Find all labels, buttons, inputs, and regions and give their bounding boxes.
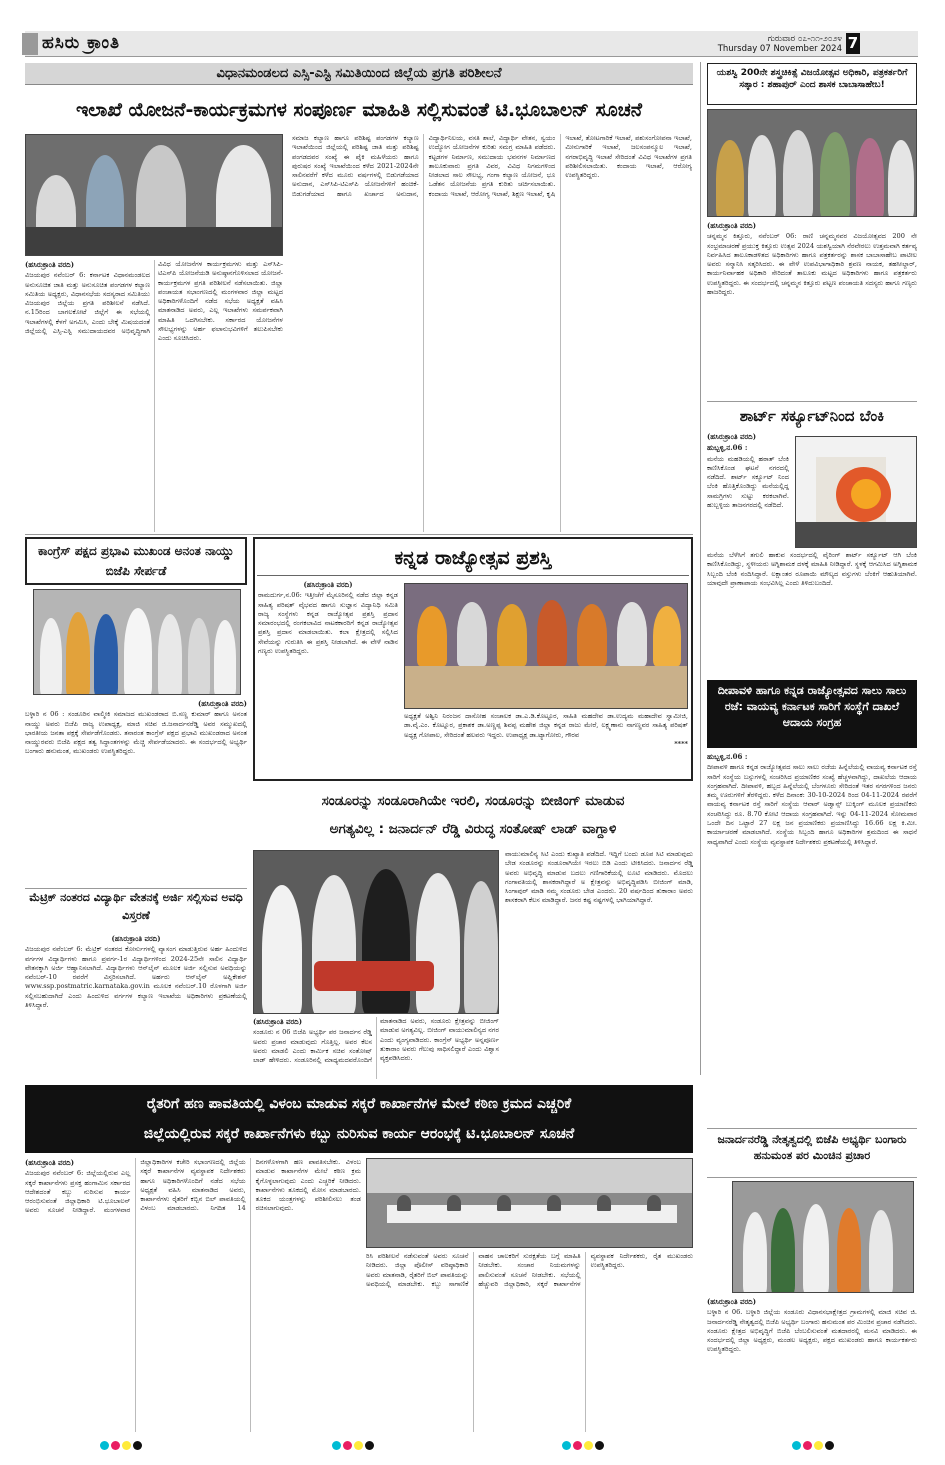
registration-marks-1 — [100, 1441, 142, 1450]
award-text-b: ಅಧ್ಯಕ್ಷತೆ ಅಶ್ವಿನಿ ನಿರಂಜನ ದಾಸೋಹ ಸಂಚಾಲಕ ಡಾ.ಎ.ಡಿ.ಕೊಟ್ಟೂರ, ಸಾಹಿತಿ ಮಹದೇವ ಡಾ.ಉದ್ಯಮ ಮಹಾದೇವ ಸ್ವಾಮೀಜಿ, ಡಾ.ವೈ.ಎಂ. ಕೊಟ್ನೂರ, ಪ್ರಕಾಶಕ ಡಾ.ಅಣ್ಣಪ್ಪ ಶಿವಪ್ಪ ಮಹೇಶ ಜಿಲ್ಲಾ ಕನ್ನಡ ರಾಜು ಮೇರೆ, ಲಕ್ಷ್ಮಣಾನು ನಾಗಣ್ಣವರ ಸಾಹಿತ್ಯ ಪರಿಷತ್ ಅಧ್ಯಕ್ಷ ಗೋಪಾಲ, ಸೇರಿದಂತೆ ಹಲವರು ಇದ್ದರು. ಉಪಾಧ್ಯಕ್ಷ ಡಾ.ಟ್ಯಾಗೋರು, ಗೌರವ — [404, 712, 688, 739]
column-divider — [700, 62, 701, 1075]
sugar-headline-line1: ರೈತರಿಗೆ ಹಣ ಪಾವತಿಯಲ್ಲಿ ವಿಳಂಬ ಮಾಡುವ ಸಕ್ಕರೆ ಕಾರ್ಖಾನೆಗಳ ಮೇಲೆ ಕಠಿಣ ಕ್ರಮದ ಎಚ್ಚರಿಕೆ — [146, 1096, 572, 1112]
scholarship-text: ವಿಜಯಪುರ ನವೆಂಬರ್ 6: ಮೆಟ್ರಿಕ್ ನಂತರದ ಕೋರ್ಸುಗಳಲ್ಲಿ ವ್ಯಾಸಂಗ ಮಾಡುತ್ತಿರುವ ಅರ್ಹ ಹಿಂದುಳಿದ ವರ್ಗಗಳ ವಿದ್ಯಾರ್ಥಿಗಳು ಹಾಗೂ ಪ್ರವರ್ಗ-1ರ ವಿದ್ಯಾರ್ಥಿಗಳಿಂದ 2024-25ನೇ ಸಾಲಿನ ವಿದ್ಯಾರ್ಥಿ ವೇತನಕ್ಕಾಗಿ ಅರ್ಜಿ ಆಹ್ವಾನಿಸಲಾಗಿದೆ. ವಿದ್ಯಾರ್ಥಿಗಳು ಆನ್‌ಲೈನ್ ಮೂಲಕ ಅರ್ಜಿ ಸಲ್ಲಿಸುವ ಅವಧಿಯನ್ನು ನವೆಂಬರ್-10 ರವರೆಗೆ ವಿಸ್ತರಿಸಲಾಗಿದೆ. ಅರ್ಹರು ಆನ್‌ಲೈನ್ ಅಪ್ಲಿಕೇಶನ್ www.ssp.postmatric.karnataka.gov.in ಮೂಲಕ ನವೆಂಬರ್.10 ರೊಳಗಾಗಿ ಅರ್ಜಿ ಸಲ್ಲಿಸಬಹುದಾಗಿದೆ ಎಂದು ಹಿಂದುಳಿದ ವರ್ಗಗಳ ಕಲ್ಯಾಣ ಇಲಾಖೆಯ ಅಧಿಕಾರಿಗಳು ಪ್ರಕಟಣೆಯಲ್ಲಿ ತಿಳಿಸಿದ್ದಾರೆ. — [25, 945, 247, 1010]
congress-text: ಬಳ್ಳಾರಿ ನ 06 : ಸಂಡೂರಿನ ವಾಲ್ಮೀಕಿ ಸಮಾಜದ ಮುಖಂಡರಾದ ಬಿ.ಸಣ್ಣ ಕುಮಾರ್ ಹಾಗೂ ಅನಂತ ನಾಯ್ಡು ಅವರು ಬಿಜೆಪಿ ರಾಜ್ಯ ಉಪಾಧ್ಯಕ್ಷ, ಮಾಜಿ ಸಚಿವ ಜಿ.ಜನಾರ್ದನರೆಡ್ಡಿ ಅವರ ಸಮ್ಮುಖದಲ್ಲಿ ಭಾರತೀಯ ಜನತಾ ಪಕ್ಷಕ್ಕೆ ಸೇರ್ಪಡೆಗೊಂಡರು. ತನಾರಂತ ಕಾಂಗ್ರೆಸ್ ಪಕ್ಷದ ಪ್ರಭಾವಿ ಮುಖಂಡರಾದ ಅನಂತ ನಾಯ್ಡುರವರು ಬಿಜೆಪಿ ಪಕ್ಷದ ತತ್ವ ಸಿದ್ಧಾಂತಗಳನ್ನು ಮೆಚ್ಚಿ ಸೇರ್ಪಡೆಯಾದರು. ಈ ಸಂದರ್ಭದಲ್ಲಿ ಅಭ್ಯರ್ಥಿ ಬಂಗಾರು ಹನುಮಂತ, ಮುಖಂಡರು ಉಪಸ್ಥಿತರಿದ್ದರು. — [25, 710, 247, 756]
sugar-text-a: ವಿಜಯಪುರ ನವೆಂಬರ್ 6: ಜಿಲ್ಲೆಯಲ್ಲಿರುವ ಎಲ್ಲ ಸಕ್ಕರೆ ಕಾರ್ಖಾನೆಗಳು ಪ್ರಸಕ್ತ ಹಂಗಾಮಿನ ಸರ್ಕಾರದ ಆದೇಶದಂತೆ ಕಬ್ಬು ನುರಿಸುವ ಕಾರ್ಯ ಆರಂಭಿಸುವಂತೆ ಜಿಲ್ಲಾಧಿಕಾರಿ ಟಿ.ಭೂಬಾಲನ್ ಅವರು ಸೂಚನೆ ನೀಡಿದ್ದಾರೆ. ಮಂಗಳವಾರ ಜಿಲ್ಲಾಧಿಕಾರಿಗಳ ಕಚೇರಿ ಸಭಾಂಗಣದಲ್ಲಿ ಜಿಲ್ಲೆಯ ಸಕ್ಕರೆ ಕಾರ್ಖಾನೆಗಳ ವ್ಯವಸ್ಥಾಪಕ ನಿರ್ದೇಶಕರು ಹಾಗೂ ಅಧಿಕಾರಿಗಳೊಂದಿಗೆ ನಡೆದ ಸಭೆಯ ಅಧ್ಯಕ್ಷತೆ ವಹಿಸಿ ಮಾತನಾಡಿದ ಅವರು, ಕಾರ್ಖಾನೆಗಳು ರೈತರಿಗೆ ಕಬ್ಬಿನ ಬಿಲ್ ಪಾವತಿಯಲ್ಲಿ ವಿಳಂಬ ಮಾಡಬಾರದು. ನಿಗದಿತ 14 ದಿನಗಳೊಳಗಾಗಿ ಹಣ ಪಾವತಿಸಬೇಕು. ವಿಳಂಬ ಮಾಡುವ ಕಾರ್ಖಾನೆಗಳ ಮೇಲೆ ಕಠಿಣ ಕ್ರಮ ಕೈಗೊಳ್ಳಲಾಗುವುದು ಎಂದು ಎಚ್ಚರಿಕೆ ನೀಡಿದರು. ಕಾರ್ಖಾನೆಗಳು ತೂಕದಲ್ಲಿ ಮೋಸ ಮಾಡಬಾರದು. ತೂಕದ ಯಂತ್ರಗಳನ್ನು ಪರಿಶೀಲಿಸಲು ತಂಡ ರಚಿಸಲಾಗುವುದು. — [25, 1158, 361, 1215]
story1-headline: ಇಲಾಖೆ ಯೋಜನೆ-ಕಾರ್ಯಕ್ರಮಗಳ ಸಂಪೂರ್ಣ ಮಾಹಿತಿ ಸಲ್ಲಿಸುವಂತೆ ಟಿ.ಭೂಬಾಲನ್ ಸೂಚನೆ — [75, 99, 643, 121]
sandur-dateline: (ಹಸಿರುಕ್ರಾಂತಿ ವರದಿ) — [253, 1017, 303, 1026]
side2-fire-photo — [795, 436, 917, 548]
story1-text-a: ವಿಜಯಪುರ ನವೆಂಬರ್ 6: ಕರ್ನಾಟಕ ವಿಧಾನಮಂಡಲದ ಅನುಸೂಚಿತ ಜಾತಿ ಮತ್ತು ಅನುಸೂಚಿತ ಪಂಗಡಗಳ ಕಲ್ಯಾಣ ಸಮಿತಿಯ ಅಧ್ಯಕ್ಷರು, ವಿಧಾನಸಭೆಯ ಸದಸ್ಯರಾದ ಸಮಿತಿಯು ವಿಜಯಪುರ ಜಿಲ್ಲೆಯ ಪ್ರಗತಿ ಪರಿಶೀಲನೆ ನಡೆಸಿದೆ. ನ.15ರಿಂದ ಬಾಗಲಕೋಟೆ ಜಿಲ್ಲೆಗೆ ಈ ಸಭೆಯಲ್ಲಿ ಇಲಾಖೆಗಳಲ್ಲಿ ಕೆಳಗೆ ಅಗಮಿಸಿ, ಎಂದು ಬೇಕ್ಕೆ ಮಿಷಯದಂತೆ ಜಿಲ್ಲೆಯಲ್ಲಿ ಎಸ್ಸಿ-ಎಸ್ಟಿ ಸಮುದಾಯದವರ ಅಭಿವೃದ್ಧಿಗಾಗಿ ವಿವಿಧ ಯೋಜನೆಗಳ ಕಾರ್ಯಕ್ರಮಗಳು ಮತ್ತು ಎಸ್‌ಸಿಪಿ-ಟಿಎಸ್‌ಪಿ ಯೋಜನೆಯಡಿ ಅನುಷ್ಠಾನಗೊಳಿಸಲಾದ ಯೋಜನೆ-ಕಾರ್ಯಕ್ರಮಗಳ ಪ್ರಗತಿ ಪರಿಶೀಲನೆ ನಡೆಸಲಾಯಿತು. ಜಿಲ್ಲಾ ಪಂಚಾಯತ ಸಭಾಂಗಣದಲ್ಲಿ ಮಂಗಳವಾರ ಜಿಲ್ಲಾ ಮಟ್ಟದ ಅಧಿಕಾರಿಗಳೊಂದಿಗೆ ನಡೆದ ಸಭೆಯ ಅಧ್ಯಕ್ಷತೆ ವಹಿಸಿ ಮಾತನಾಡಿದ ಅವರು, ಎಲ್ಲ ಇಲಾಖೆಗಳು ಸಮರ್ಪಕವಾಗಿ ಮಾಹಿತಿ ಒದಗಿಸಬೇಕು. ಸರ್ಕಾರದ ಯೋಜನೆಗಳ ಸೌಲಭ್ಯಗಳನ್ನು ಅರ್ಹ ಫಲಾನುಭವಿಗಳಿಗೆ ತಲುಪಿಸಬೇಕು ಎಂದು ಸೂಚಿಸಿದರು. — [25, 260, 283, 343]
side3-body — [707, 752, 917, 1117]
award-dateline: (ಹಸಿರುಕ್ರಾಂತಿ ವರದಿ) — [303, 580, 353, 589]
award-headline: ಕನ್ನಡ ರಾಜ್ಯೋತ್ಸವ ಪ್ರಶಸ್ತಿ — [257, 540, 689, 576]
masthead-accent — [22, 33, 38, 55]
issue-date-kn: ಗುರುವಾರ ೦೭-೧೧-೨೦೨೪ — [767, 34, 842, 44]
sandur-headline-line1: ಸಂಡೂರನ್ನು ಸಂಡೂರಾಗಿಯೇ ಇರಲಿ, ಸಂಡೂರನ್ನು ಬೀಜಿಂಗ್ ಮಾಡುವ — [321, 793, 625, 809]
side1-photo — [707, 109, 917, 217]
sugar-body-b — [366, 1252, 693, 1432]
congress-body — [25, 699, 247, 889]
award-photo — [404, 583, 688, 709]
side3-text: ದೀಪಾವಳಿ ಹಾಗೂ ಕನ್ನಡ ರಾಜ್ಯೋತ್ಸವದ ಸಾಲು ಸಾಲು ರಜೆಯ ಹಿನ್ನೆಲೆಯಲ್ಲಿ ವಾಯವ್ಯ ಕರ್ನಾಟಕ ರಸ್ತೆ ಸಾರಿಗೆ ಸಂಸ್ಥೆಯ ಬಸ್ಸುಗಳಲ್ಲಿ ಸಂಚರಿಸಿದ ಪ್ರಯಾಣಿಕರ ಸಂಖ್ಯೆ ಹೆಚ್ಚಳವಾಗಿದ್ದು, ದಾಖಲೆಯ ಆದಾಯ ಸಂಗ್ರಹವಾಗಿದೆ. ದೀಪಾವಳಿ, ಹಬ್ಬದ ಹಿನ್ನೆಲೆಯಲ್ಲಿ ಬೆಂಗಳೂರು ಸೇರಿದಂತೆ ಇತರ ನಗರಗಳಿಂದ ಜನರು ತಮ್ಮ ಊರುಗಳಿಗೆ ತೆರಳಿದ್ದರು. ಕಳೆದ ದಿನಾಂಕ: 30-10-2024 ರಿಂದ 04-11-2024 ರವರೆಗೆ ವಾಯವ್ಯ ಕರ್ನಾಟಕ ರಸ್ತೆ ಸಾರಿಗೆ ಸಂಸ್ಥೆಯ ಆವಾರ್ ಅಡ್ವಾನ್ಸ್ ಬುಕ್ಕಿಂಗ್ ಮೂಲಕ ಪ್ರಯಾಣಿಕರು ಸಂಚರಿಸಿದ್ದು ರೂ. 8.70 ಕೋಟಿ ಆದಾಯ ಸಂಗ್ರಹವಾಗಿದೆ. ಇನ್ನು 04-11-2024 ಸೋಮವಾರ ಒಂದೇ ದಿನ ಒಟ್ಟಾರೆ 27 ಲಕ್ಷ ಜನ ಪ್ರಯಾಣಿಕರು ಪ್ರಯಾಣಿಸಿದ್ದು 16.66 ಲಕ್ಷ ಕಿ.ಮೀ. ಕಾರ್ಯಾಚರಣೆ ಮಾಡಲಾಗಿದೆ. ಸಂಸ್ಥೆಯ ಸಿಬ್ಬಂದಿ ಹಾಗೂ ಅಧಿಕಾರಿಗಳ ಶ್ರಮದಿಂದ ಈ ಸಾಧನೆ ಸಾಧ್ಯವಾಗಿದೆ ಎಂದು ಸಂಸ್ಥೆಯ ವ್ಯವಸ್ಥಾಪಕ ನಿರ್ದೇಶಕರು ಪ್ರಕಟಣೆಯಲ್ಲಿ ತಿಳಿಸಿದ್ದಾರೆ. — [707, 763, 917, 846]
congress-headline: ಕಾಂಗ್ರೆಸ್ ಪಕ್ಷದ ಪ್ರಭಾವಿ ಮುಖಂಡ ಅನಂತ ನಾಯ್ಡು ಬಿಜೆಪಿ ಸೇರ್ಪಡೆ — [25, 537, 247, 585]
registration-marks-3 — [562, 1441, 604, 1450]
side4-body — [707, 1297, 917, 1435]
story1-text-b: ಸಮಾಜ ಕಲ್ಯಾಣ ಹಾಗೂ ಪರಿಶಿಷ್ಟ ಪಂಗಡಗಳ ಕಲ್ಯಾಣ ಇಲಾಖೆಯಿಂದ ಜಿಲ್ಲೆಯಲ್ಲಿ ಪರಿಶಿಷ್ಟ ಜಾತಿ ಮತ್ತು ಪರಿಶಿಷ್ಟ ಪಂಗಡದವರ ಸಂಖ್ಯೆ ಈ ಪೈಕಿ ಮಹಿಳೆಯರು ಹಾಗೂ ಪುರುಷರ ಸಂಖ್ಯೆ ಇಲಾಖೆಯಿಂದ ಕಳೆದ 2021-2024ನೇ ಸಾಲಿನವರೆಗೆ ಕಳೆದ ಮೂರು ವರ್ಷಗಳಲ್ಲಿ ಬಿಡುಗಡೆಯಾದ ಅನುದಾನ, ಎಸ್‌ಸಿಪಿ-ಟಿಎಸ್‌ಪಿ ಯೋಜನೆಗಳಿಗೆ ಹಂಚಿಕೆ-ಬಿಡುಗಡೆಯಾದ ಹಾಗೂ ಖರ್ಚಾದ ಅನುದಾನ, ವಿದ್ಯಾರ್ಥಿನಿಲಯ, ವಸತಿ ಶಾಲೆ, ವಿದ್ಯಾರ್ಥಿ ವೇತನ, ಸ್ವಯಂ ಉದ್ಯೋಗ ಯೋಜನೆಗಳ ಕುರಿತು ಸಮಗ್ರ ಮಾಹಿತಿ ಪಡೆದರು. ಕಟ್ಟಡಗಳ ನಿರ್ಮಾಣ, ಸಮುದಾಯ ಭವನಗಳ ನಿರ್ಮಾಣದ ತಾಲೂಕುವಾರು ಪ್ರಗತಿ ವಿವರ, ವಿವಿಧ ನಿಗಮಗಳಿಂದ ನೀಡಲಾದ ಸಾಲ ಸೌಲಭ್ಯ, ಗಂಗಾ ಕಲ್ಯಾಣ ಯೋಜನೆ, ಭೂ ಒಡೆತನ ಯೋಜನೆಯ ಪ್ರಗತಿ ಕುರಿತು ಚರ್ಚಿಸಲಾಯಿತು. ಕಂದಾಯ ಇಲಾಖೆ, ಆರೋಗ್ಯ ಇಲಾಖೆ, ಶಿಕ್ಷಣ ಇಲಾಖೆ, ಕೃಷಿ ಇಲಾಖೆ, ತೋಟಗಾರಿಕೆ ಇಲಾಖೆ, ಪಶುಸಂಗೋಪನಾ ಇಲಾಖೆ, ಮೀನುಗಾರಿಕೆ ಇಲಾಖೆ, ಜಲಸಂಪನ್ಮೂಲ ಇಲಾಖೆ, ನಗರಾಭಿವೃದ್ಧಿ ಇಲಾಖೆ ಸೇರಿದಂತೆ ವಿವಿಧ ಇಲಾಖೆಗಳ ಪ್ರಗತಿ ಪರಿಶೀಲಿಸಲಾಯಿತು. ಕಂದಾಯ ಇಲಾಖೆ, ಆರೋಗ್ಯ ಉಪಸ್ಥಿತರಿದ್ದರು. — [292, 134, 692, 198]
side2-body-a — [707, 432, 789, 547]
story1-body-b — [292, 134, 692, 532]
sugar-text-b: ರಿಸಿ ಪರಿಶೀಲನೆ ನಡೆಸುವಂತೆ ಅವರು ಸೂಚನೆ ನೀಡಿದರು. ಜಿಲ್ಲಾ ಪೊಲೀಸ್ ವರಿಷ್ಠಾಧಿಕಾರಿ ಅವರು ಮಾತನಾಡಿ, ರೈತರಿಗೆ ಬಿಲ್ ಪಾವತಿಯನ್ನು ಅವಧಿಯಲ್ಲಿ ಮಾಡಬೇಕು. ಕಬ್ಬು ಸಾಗಾಣಿಕೆ ವಾಹನ ಚಾಲಕರಿಗೆ ಸುರಕ್ಷತೆಯ ಬಗ್ಗೆ ಮಾಹಿತಿ ನೀಡಬೇಕು. ಸಂಚಾರ ನಿಯಮಗಳನ್ನು ಪಾಲಿಸುವಂತೆ ಸೂಚನೆ ನೀಡಬೇಕು. ಸಭೆಯಲ್ಲಿ ಹೆಚ್ಚುವರಿ ಜಿಲ್ಲಾಧಿಕಾರಿ, ಸಕ್ಕರೆ ಕಾರ್ಖಾನೆಗಳ ವ್ಯವಸ್ಥಾಪಕ ನಿರ್ದೇಶಕರು, ರೈತ ಮುಖಂಡರು ಉಪಸ್ಥಿತರಿದ್ದರು. — [366, 1252, 693, 1288]
issue-date-en: Thursday 07 November 2024 — [717, 44, 842, 54]
side2-text-a: ಮನೆಯ ಮಹಡಿಯಲ್ಲಿ ಹಠಾತ್ ಬೆಂಕಿ ಕಾಣಿಸಿಕೊಂಡ ಘಟನೆ ನಗರದಲ್ಲಿ ನಡೆದಿದೆ. ಶಾರ್ಟ್ ಸರ್ಕ್ಯೂಟ್ ನಿಂದ ಬೆಂಕಿ ಹೊತ್ತಿಕೊಂಡಿದ್ದು ಮನೆಯಲ್ಲಿದ್ದ ಸಾಮಗ್ರಿಗಳು ಸುಟ್ಟು ಕರಕಲಾಗಿವೆ. ಹುಬ್ಬಳ್ಳಿಯ ತಾಜನಗರದಲ್ಲಿ ನಡೆದಿದೆ. — [707, 454, 789, 510]
side1-dateline: (ಹಸಿರುಕ್ರಾಂತಿ ವರದಿ) — [707, 221, 757, 230]
side2-body-b — [707, 551, 917, 679]
side-divider — [707, 401, 917, 402]
story1-kicker: ವಿಧಾನಮಂಡಲದ ಎಸ್ಸಿ-ಎಸ್ಟಿ ಸಮಿತಿಯಿಂದ ಜಿಲ್ಲೆಯ ಪ್ರಗತಿ ಪರಿಶೀಲನೆ — [25, 63, 693, 85]
sugar-body-a — [25, 1158, 361, 1432]
side4-headline: ಜನಾರ್ದನರೆಡ್ಡಿ ನೇತೃತ್ವದಲ್ಲಿ ಬಿಜೆಪಿ ಅಭ್ಯರ್ಥಿ ಬಂಗಾರು ಹನುಮಂತ ಪರ ಮಿಂಚಿನ ಪ್ರಚಾರ — [707, 1128, 917, 1178]
scholarship-dateline: (ಹಸಿರುಕ್ರಾಂತಿ ವರದಿ) — [111, 934, 161, 943]
story1-body-a — [25, 260, 283, 532]
sandur-body-a — [505, 850, 693, 1078]
award-end-mark: **** — [674, 739, 688, 748]
side2-dateline: (ಹಸಿರುಕ್ರಾಂತಿ ವರದಿ) — [707, 432, 757, 441]
side1-text: ಚನ್ನಮ್ಮನ ಕಿತ್ತೂರು, ನವೆಂಬರ್ 06: ರಾಣಿ ಚನ್ನಮ್ಮನವರ ವಿಜಯೋತ್ಸವದ 200 ನೇ ಸಂಭ್ರಮಾಚರಣೆ ಪ್ರಯುಕ್ತ ಕಿತ್ತೂರು ಉತ್ಸವ 2024 ಯಶಸ್ವಿಯಾಗಿ ನೆರವೇರಲು ಉತ್ತಮವಾಗಿ ಕರ್ತವ್ಯ ನಿರ್ವಹಿಸಿದ ತಾಲೂಕಾಡಳಿತದ ಅಧಿಕಾರಿಗಳು ಹಾಗೂ ಪತ್ರಕರ್ತರನ್ನು ಶಾಸಕ ಬಾಬಾಸಾಹೇಬ ಪಾಟೀಲ ಅವರು ಸನ್ಮಾನಿಸಿ ಸತ್ಕರಿಸಿದರು. ಈ ವೇಳೆ ಉಪವಿಭಾಗಾಧಿಕಾರಿ ಶ್ರವಣ ನಾಯಕ, ತಹಸೀಲ್ದಾರ್, ಕಾರ್ಯನಿರ್ವಾಹಕ ಅಧಿಕಾರಿ ಸೇರಿದಂತೆ ತಾಲೂಕು ಮಟ್ಟದ ಅಧಿಕಾರಿಗಳು ಹಾಗೂ ಪತ್ರಕರ್ತರು ಉಪಸ್ಥಿತರಿದ್ದರು. ಈ ಸಂದರ್ಭದಲ್ಲಿ ಚನ್ನಮ್ಮನ ಕಿತ್ತೂರು ಪಟ್ಟಣ ಪಂಚಾಯತಿ ಸದಸ್ಯರು ಹಾಗೂ ಗಣ್ಯರು ಹಾಜರಿದ್ದರು. — [707, 232, 917, 297]
sandur-headline-line2: ಅಗತ್ಯವಿಲ್ಲ : ಜನಾರ್ದನ್ ರೆಡ್ಡಿ ವಿರುದ್ಧ ಸಂತೋಷ್ ಲಾಡ್ ವಾಗ್ದಾಳಿ — [329, 821, 617, 837]
side4-photo — [732, 1181, 914, 1293]
story1-dateline: (ಹಸಿರುಕ್ರಾಂತಿ ವರದಿ) — [25, 260, 75, 269]
sugar-headline-line2: ಜಿಲ್ಲೆಯಲ್ಲಿರುವ ಸಕ್ಕರೆ ಕಾರ್ಖಾನೆಗಳು ಕಬ್ಬು ನುರಿಸುವ ಕಾರ್ಯ ಆರಂಭಕ್ಕೆ ಟಿ.ಭೂಬಾಲನ್ ಸೂಚನೆ — [143, 1126, 575, 1142]
sandur-body-b — [253, 1017, 499, 1079]
registration-marks-2 — [332, 1441, 374, 1450]
sugar-photo — [366, 1158, 693, 1248]
masthead-title: ಹಸಿರು ಕ್ರಾಂತಿ — [42, 33, 121, 53]
side3-headline: ದೀಪಾವಳಿ ಹಾಗೂ ಕನ್ನಡ ರಾಜ್ಯೋತ್ಸವದ ಸಾಲು ಸಾಲು ರಜೆ: ವಾಯವ್ಯ ಕರ್ನಾಟಕ ಸಾರಿಗೆ ಸಂಸ್ಥೆಗೆ ದಾಖಲೆ ಆದಾಯ ಸಂಗ್ರಹ — [707, 680, 917, 748]
congress-photo — [33, 589, 241, 695]
sandur-text-a: ವಾಯುಮಾಲಿನ್ಯ ಸಿಟಿ ಎಂದು ಕುಖ್ಯಾತಿ ಪಡೆದಿದೆ. ಇದ್ದಿಗೆ ಬಂದು ಡೂಪ ಸಿಟಿ ಮಾಡುವುದು ಬೇಡ ಸಂಡೂರನ್ನು ಸಂಡೂರಾಗಿಯೇ ಇರಲು ಬಿಡಿ ಎಂದು ಟೀಕಿಸಿದರು. ಜನಾರ್ದನ ರೆಡ್ಡಿ ಅವರು ಅಭಿವೃದ್ಧಿ ಮಾಡುವ ಬದಲು ಗಣಿಗಾರಿಕೆಯಲ್ಲಿ ಲೂಟಿ ಮಾಡಿದರು. ಮೊದಲು ಗಂಗಾವತಿಯಲ್ಲಿ ಶಾಸಕರಾಗಿದ್ದಾರೆ ಅ ಕ್ಷೇತ್ರವನ್ನು ಅಭಿವೃದ್ಧಿಪಡಿಸಿ ಬೀಜಿಂಗ್ ಮಾಡಿ, ಸಿಂಗಾಪುರ್ ಮಾಡಿ ನಮ್ಮ ಸಂಡೂರು ಬೇಡ ಎಂದರು. 20 ವರ್ಷದಿಂದ ತುಕಾರಾಂ ಅವರು ಶಾಸಕರಾಗಿ ಕೆಲಸ ಮಾಡಿದ್ದಾರೆ. ಜನರ ಕಷ್ಟ ನಷ್ಟಗಳಲ್ಲಿ ಭಾಗಿಯಾಗಿದ್ದಾರೆ. — [505, 850, 693, 905]
registration-marks-4 — [792, 1441, 834, 1450]
side1-body — [707, 221, 917, 421]
sandur-headline — [253, 787, 693, 843]
scholarship-body — [25, 934, 247, 1070]
congress-dateline: (ಹಸಿರುಕ್ರಾಂತಿ ವರದಿ) — [197, 699, 247, 708]
sandur-text-b: ಸಂಡೂರು ನ 06 ಬಿಜೆಪಿ ಅಭ್ಯರ್ಥಿ ಪರ ಜನಾರ್ದನ ರೆಡ್ಡಿ ಅವರು ಪ್ರಚಾರ ಮಾಡುವುದು ಗೊತ್ತಿಲ್ಲ. ಅವರ ಕೆಲಸ ಅವರು ಮಾಡಲಿ ಎಂದು ಕಾರ್ಮಿಕ ಸಚಿವ ಸಂತೋಷ್ ಲಾಡ್ ಹೇಳಿದರು. ಸಂಡೂರಿನಲ್ಲಿ ಮಾಧ್ಯಮದವರೊಂದಿಗೆ ಮಾತನಾಡಿದ ಅವರು, ಸಂಡೂರು ಕ್ಷೇತ್ರವನ್ನು ಬೀಜಿಂಗ್ ಮಾಡುವ ಅಗತ್ಯವಿಲ್ಲ. ಬೀಜಿಂಗ್ ವಾಯುಮಾಲಿನ್ಯದ ನಗರ ಎಂದು ವ್ಯಂಗ್ಯವಾಡಿದರು. ಕಾಂಗ್ರೆಸ್ ಅಭ್ಯರ್ಥಿ ಅನ್ನಪೂರ್ಣ ತುಕಾರಾಂ ಅವರು ಗೆಲುವು ಸಾಧಿಸಲಿದ್ದಾರೆ ಎಂದು ವಿಶ್ವಾಸ ವ್ಯಕ್ತಪಡಿಸಿದರು. — [253, 1017, 499, 1065]
award-body-a — [258, 580, 398, 770]
row-divider — [25, 534, 693, 535]
award-text-a: ರಾಮದುರ್ಗ,ನ.06: ಇತ್ತೀಚೆಗೆ ಮೈಸೂರಿನಲ್ಲಿ ನಡೆದ ಜಿಲ್ಲಾ ಕನ್ನಡ ಸಾಹಿತ್ಯ ಪರಿಷತ್ ವೈಭವದ ಹಾಗೂ ಸುಜ್ಞಾನ ವಿದ್ಯಾನಿಧಿ ಸಮಿತಿ ರಾಜ್ಯ ಸಂಸ್ಥೆಗಳು ಕನ್ನಡ ರಾಜ್ಯೋತ್ಸವ ಪ್ರಶಸ್ತಿ ಪ್ರದಾನ ಸಮಾರಂಭದಲ್ಲಿ ರಂಗಕಲಾವಿದ ನಾಟಕಕಾರರಿಗೆ ಕನ್ನಡ ರಾಜ್ಯೋತ್ಸವ ಪ್ರಶಸ್ತಿ ಪ್ರದಾನ ಮಾಡಲಾಯಿತು. ಕಲಾ ಕ್ಷೇತ್ರದಲ್ಲಿ ಸಲ್ಲಿಸಿದ ಸೇವೆಯನ್ನು ಗುರುತಿಸಿ ಈ ಪ್ರಶಸ್ತಿ ನೀಡಲಾಗಿದೆ. ಈ ವೇಳೆ ನಾಡಿನ ಗಣ್ಯರು ಉಪಸ್ಥಿತರಿದ್ದರು. — [258, 591, 398, 656]
issue-date — [702, 34, 842, 54]
story1-photo — [25, 134, 283, 256]
sandur-photo — [253, 850, 499, 1014]
scholarship-headline: ಮೆಟ್ರಿಕ್ ನಂತರದ ವಿದ್ಯಾರ್ಥಿ ವೇತನಕ್ಕೆ ಅರ್ಜಿ ಸಲ್ಲಿಸುವ ಅವಧಿ ವಿಸ್ತರಣೆ — [25, 888, 247, 932]
side2-place: ಹುಬ್ಬಳ್ಳಿ,ನ.06 : — [707, 443, 748, 453]
sugar-dateline: (ಹಸಿರುಕ್ರಾಂತಿ ವರದಿ) — [25, 1158, 75, 1167]
page-number: 7 — [847, 34, 859, 52]
sugar-headline — [25, 1085, 693, 1153]
side4-text: ಬಳ್ಳಾರಿ ನ 06. ಬಳ್ಳಾರಿ ಜಿಲ್ಲೆಯ ಸಂಡೂರು ವಿಧಾನಸಭಾಕ್ಷೇತ್ರದ ಗ್ರಾಮಗಳಲ್ಲಿ ಮಾಜಿ ಸಚಿವ ಜಿ. ಜನಾರ್ದನರೆಡ್ಡಿ ನೇತೃತ್ವದಲ್ಲಿ ಬಿಜೆಪಿ ಅಭ್ಯರ್ಥಿ ಬಂಗಾರು ಹನುಮಂತ ಪರ ಮಿಂಚಿನ ಪ್ರಚಾರ ನಡೆಸಿದರು. ಸಂಡೂರು ಕ್ಷೇತ್ರದ ಅಭಿವೃದ್ಧಿಗೆ ಬಿಜೆಪಿ ಬೆಂಬಲಿಸುವಂತೆ ಮತದಾರರಲ್ಲಿ ಮನವಿ ಮಾಡಿದರು. ಈ ಸಂದರ್ಭದಲ್ಲಿ ಜಿಲ್ಲಾ ಅಧ್ಯಕ್ಷರು, ಮಂಡಲ ಅಧ್ಯಕ್ಷರು, ಪಕ್ಷದ ಮುಖಂಡರು ಹಾಗೂ ಕಾರ್ಯಕರ್ತರು ಉಪಸ್ಥಿತರಿದ್ದರು. — [707, 1308, 917, 1354]
side2-text-b: ಮನೆಯ ಬೆಳೆಸಿಗೆ ತಗುಲಿ ಹಾಕುವ ಸಂದರ್ಭದಲ್ಲಿ ವೈರಿಂಗ್ ಶಾರ್ಟ್ ಸರ್ಕ್ಯೂಟ್ ಆಗಿ ಬೆಂಕಿ ಕಾಣಿಸಿಕೊಂಡಿದ್ದು, ಸ್ಥಳೀಯರು ಅಗ್ನಿಶಾಮಕ ದಳಕ್ಕೆ ಮಾಹಿತಿ ನೀಡಿದ್ದಾರೆ. ಸ್ಥಳಕ್ಕೆ ಆಗಮಿಸಿದ ಅಗ್ನಿಶಾಮಕ ಸಿಬ್ಬಂದಿ ಬೆಂಕಿ ನಂದಿಸಿದ್ದಾರೆ. ಲಕ್ಷಾಂತರ ರೂಪಾಯಿ ಮೌಲ್ಯದ ವಸ್ತುಗಳು ಬೆಂಕಿಗೆ ಆಹುತಿಯಾಗಿವೆ. ಯಾವುದೇ ಪ್ರಾಣಾಪಾಯ ಸಂಭವಿಸಿಲ್ಲ ಎಂದು ತಿಳಿದುಬಂದಿದೆ. — [707, 551, 917, 587]
side4-dateline: (ಹಸಿರುಕ್ರಾಂತಿ ವರದಿ) — [707, 1297, 757, 1306]
award-body-b — [404, 712, 688, 772]
side2-headline: ಶಾರ್ಟ್ ಸರ್ಕ್ಯೂಟ್‌ನಿಂದ ಬೆಂಕಿ — [739, 407, 885, 425]
side1-headline: ಯಶಸ್ವಿ 200ನೇ ಶಸ್ತ್ರಚಿಕಿತ್ಸೆ ವಿಜಯೋತ್ಸವ ಅಧಿಕಾರಿ, ಪತ್ರಕರ್ತರಿಗೆ ಸತ್ಕಾರ : ಶಹಾಪುರ್ ಎಂದ ಶಾಸಕ ಬಾಬಾಸಾಹೇಬ! — [707, 63, 917, 105]
side3-dateline: ಹುಬ್ಬಳ್ಳಿ,ನ.06 : — [707, 752, 748, 761]
